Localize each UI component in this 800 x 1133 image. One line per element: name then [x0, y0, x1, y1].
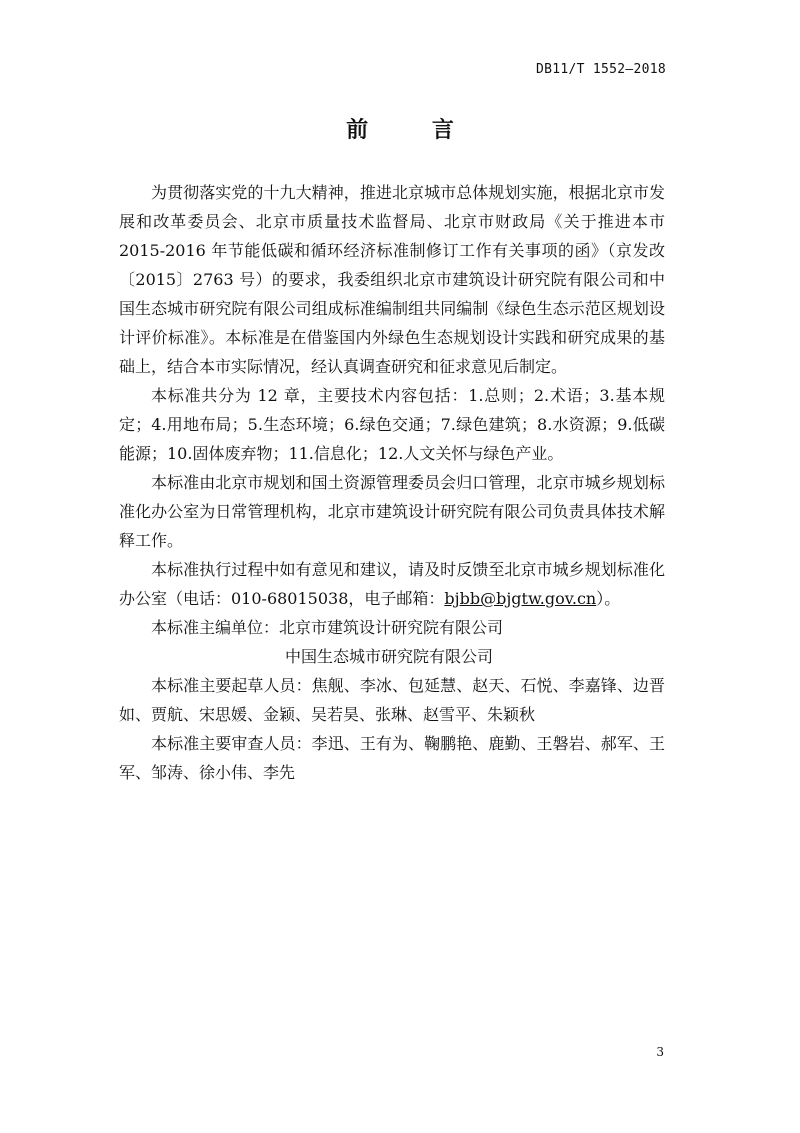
email-link[interactable]: bjbb@bjgtw.gov.cn: [444, 589, 597, 608]
reviewers-paragraph: 本标准主要审查人员：李迅、王有为、鞠鹏艳、鹿勤、王磐岩、郝军、王军、邹涛、徐小伟、李先: [119, 734, 665, 782]
editor-unit-line: 本标准主编单位：北京市建筑设计研究院有限公司: [151, 618, 504, 637]
page-number: 3: [656, 1045, 664, 1059]
drafters-paragraph: 本标准主要起草人员：焦舰、李冰、包延慧、赵天、石悦、李嘉锋、边晋如、贾航、宋思媛、金颖、吴若昊、张琳、赵雪平、朱颖秋: [119, 676, 665, 724]
paragraph-purpose: 为贯彻落实党的十九大精神，推进北京城市总体规划实施，根据北京市发展和改革委员会、北京市质量技术监督局、北京市财政局《关于推进本市2015-2016 年节能低碳和循环经济标准制修订工作有关事项的函》（京发改〔2015〕2763 号）的要求，我委组织北京市建筑设计研究院有限公司和中国生态城市研究院有限公司组成标准编制组共同编制《绿色生态示范区规划设计评价标准》。本标准是在借鉴国内外绿色生态规划设计实践和研究成果的基础上，结合本市实际情况，经认真调查研究和征求意见后制定。: [119, 183, 665, 376]
feedback-text-end: ）。: [596, 589, 621, 608]
page-title: 前 言: [346, 117, 482, 143]
document-code: DB11/T 1552—2018: [535, 62, 666, 77]
paragraph-feedback: [119, 555, 665, 613]
editor-unit-line-2: 中国生态城市研究院有限公司: [285, 647, 494, 666]
body-text: [119, 178, 665, 787]
paragraph-contents: 本标准共分为 12 章，主要技术内容包括：1.总则；2.术语；3.基本规定；4.用地布局；5.生态环境；6.绿色交通；7.绿色建筑；8.水资源；9.低碳能源；10.固体废弃物；11.信息化；12.人文关怀与绿色产业。: [119, 386, 665, 463]
feedback-text: 本标准执行过程中如有意见和建议，请及时反馈至北京市城乡规划标准化办公室（电话：010-68015038，电子邮箱：: [119, 560, 665, 608]
paragraph-management: 本标准由北京市规划和国土资源管理委员会归口管理，北京市城乡规划标准化办公室为日常管理机构，北京市建筑设计研究院有限公司负责具体技术解释工作。: [119, 473, 665, 550]
